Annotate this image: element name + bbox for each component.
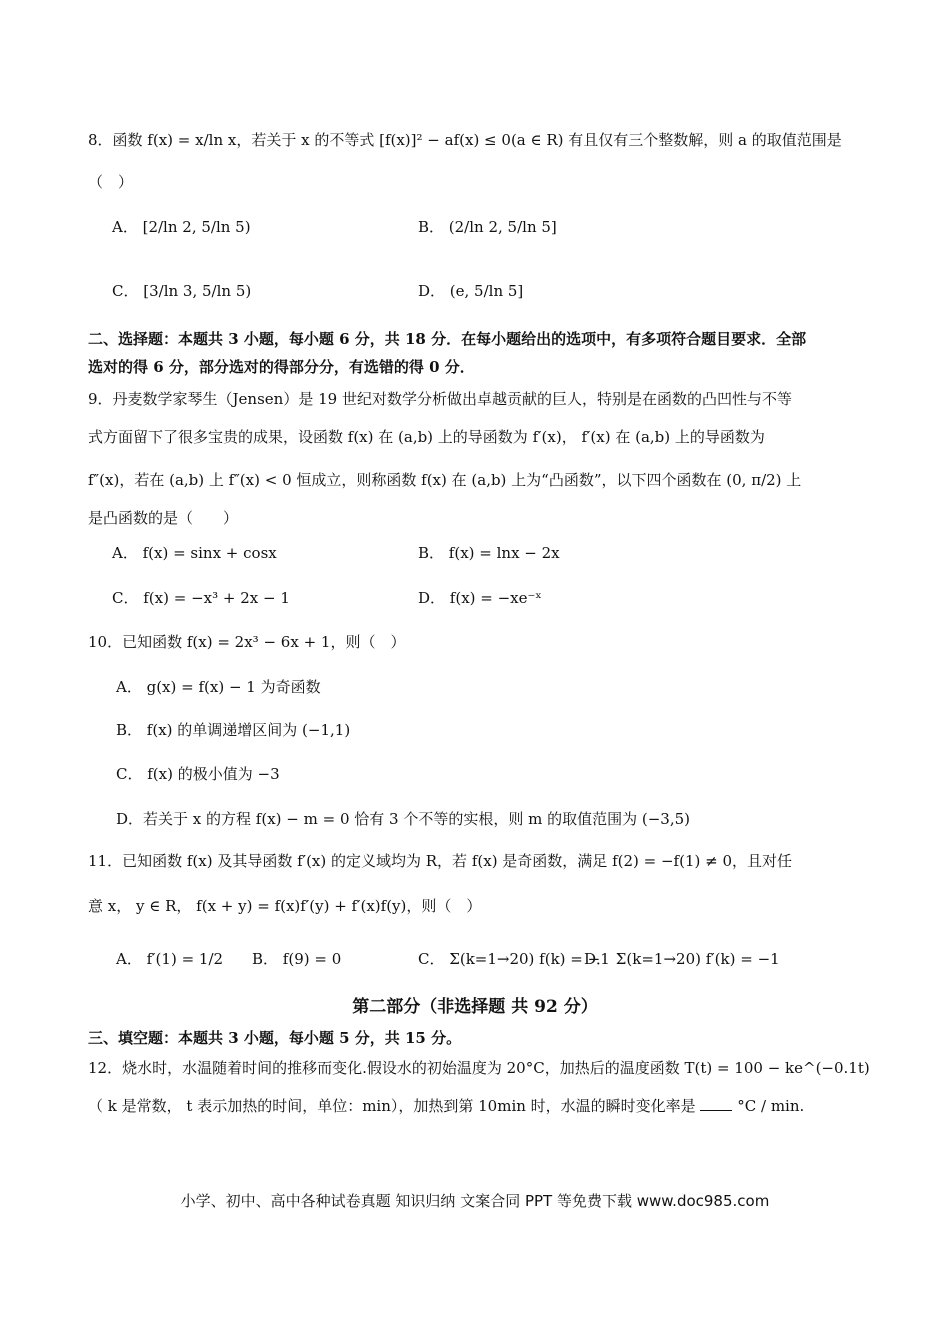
q9-line2: 式方面留下了很多宝贵的成果，设函数 f(x) 在 (a,b) 上的导函数为 f′(x)， f′(x) 在 (a,b) 上的导函数为 bbox=[88, 428, 765, 446]
q9-line4: 是凸函数的是（ ） bbox=[88, 509, 239, 527]
part2-heading: 第二部分（非选择题 共 92 分） bbox=[352, 997, 598, 1017]
q11-option-a: A． f′(1) = 1/2 bbox=[116, 950, 224, 968]
q8-option-c: C． [3/ln 3, 5/ln 5) bbox=[112, 282, 252, 300]
q10-option-b: B． f(x) 的单调递增区间为 (−1,1) bbox=[116, 721, 351, 739]
q9-option-a: A． f(x) = sinx + cosx bbox=[112, 544, 277, 562]
q12-line2-text: （ k 是常数， t 表示加热的时间，单位：min），加热到第 10min 时，水温的瞬时变化率是 bbox=[88, 1097, 696, 1115]
section2-line1: 二、选择题：本题共 3 小题，每小题 6 分，共 18 分．在每小题给出的选项中，有多项符合题目要求．全部 bbox=[88, 330, 807, 348]
q8-option-d: D． (e, 5/ln 5] bbox=[418, 282, 524, 300]
q12-answer-blank bbox=[700, 1096, 732, 1111]
q10-option-a: A． g(x) = f(x) − 1 为奇函数 bbox=[116, 678, 321, 696]
q11-line1: 11．已知函数 f(x) 及其导函数 f′(x) 的定义域均为 R，若 f(x) 是奇函数，满足 f(2) = −f(1) ≠ 0，且对任 bbox=[88, 852, 792, 870]
q8-option-b: B． (2/ln 2, 5/ln 5] bbox=[418, 218, 557, 236]
q9-option-b: B． f(x) = lnx − 2x bbox=[418, 544, 560, 562]
q10-option-d: D．若关于 x 的方程 f(x) − m = 0 恰有 3 个不等的实根，则 m 的取值范围为 (−3,5) bbox=[116, 810, 690, 828]
q11-line2: 意 x， y ∈ R， f(x + y) = f(x)f′(y) + f′(x)f(y)，则（ ） bbox=[88, 897, 482, 915]
q8-option-a: A． [2/ln 2, 5/ln 5) bbox=[112, 218, 251, 236]
q10-line1: 10．已知函数 f(x) = 2x³ − 6x + 1，则（ ） bbox=[88, 633, 406, 651]
q9-line1: 9．丹麦数学家琴生（Jensen）是 19 世纪对数学分析做出卓越贡献的巨人，特别是在函数的凸凹性与不等 bbox=[88, 390, 792, 408]
q12-line1: 12．烧水时，水温随着时间的推移而变化.假设水的初始温度为 20°C，加热后的温度函数 T(t) = 100 − ke^(−0.1t) bbox=[88, 1059, 870, 1077]
q12-line2 bbox=[88, 1096, 804, 1116]
q8-line1: 8．函数 f(x) = x/ln x，若关于 x 的不等式 [f(x)]² − af(x) ≤ 0(a ∈ R) 有且仅有三个整数解，则 a 的取值范围是 bbox=[88, 131, 842, 149]
q9-line3: f″(x)，若在 (a,b) 上 f″(x) < 0 恒成立，则称函数 f(x) 在 (a,b) 上为“凸函数”，以下四个函数在 (0, π/2) 上 bbox=[88, 471, 802, 489]
q9-option-c: C． f(x) = −x³ + 2x − 1 bbox=[112, 589, 290, 607]
q10-option-c: C． f(x) 的极小值为 −3 bbox=[116, 765, 280, 783]
q11-option-c: C． Σ(k=1→20) f(k) = −1 bbox=[418, 950, 610, 968]
page-footer: 小学、初中、高中各种试卷真题 知识归纳 文案合同 PPT 等免费下载 www.doc985.com bbox=[180, 1192, 770, 1210]
q11-option-d: D． Σ(k=1→20) f′(k) = −1 bbox=[584, 950, 780, 968]
q8-line2: （ ） bbox=[88, 173, 134, 191]
q12-unit: °C / min. bbox=[737, 1097, 805, 1115]
q9-option-d: D． f(x) = −xe⁻ˣ bbox=[418, 589, 542, 607]
section3-heading: 三、填空题：本题共 3 小题，每小题 5 分，共 15 分。 bbox=[88, 1029, 462, 1047]
q11-option-b: B． f(9) = 0 bbox=[252, 950, 342, 968]
section2-line2: 选对的得 6 分，部分选对的得部分分，有选错的得 0 分． bbox=[88, 358, 475, 376]
